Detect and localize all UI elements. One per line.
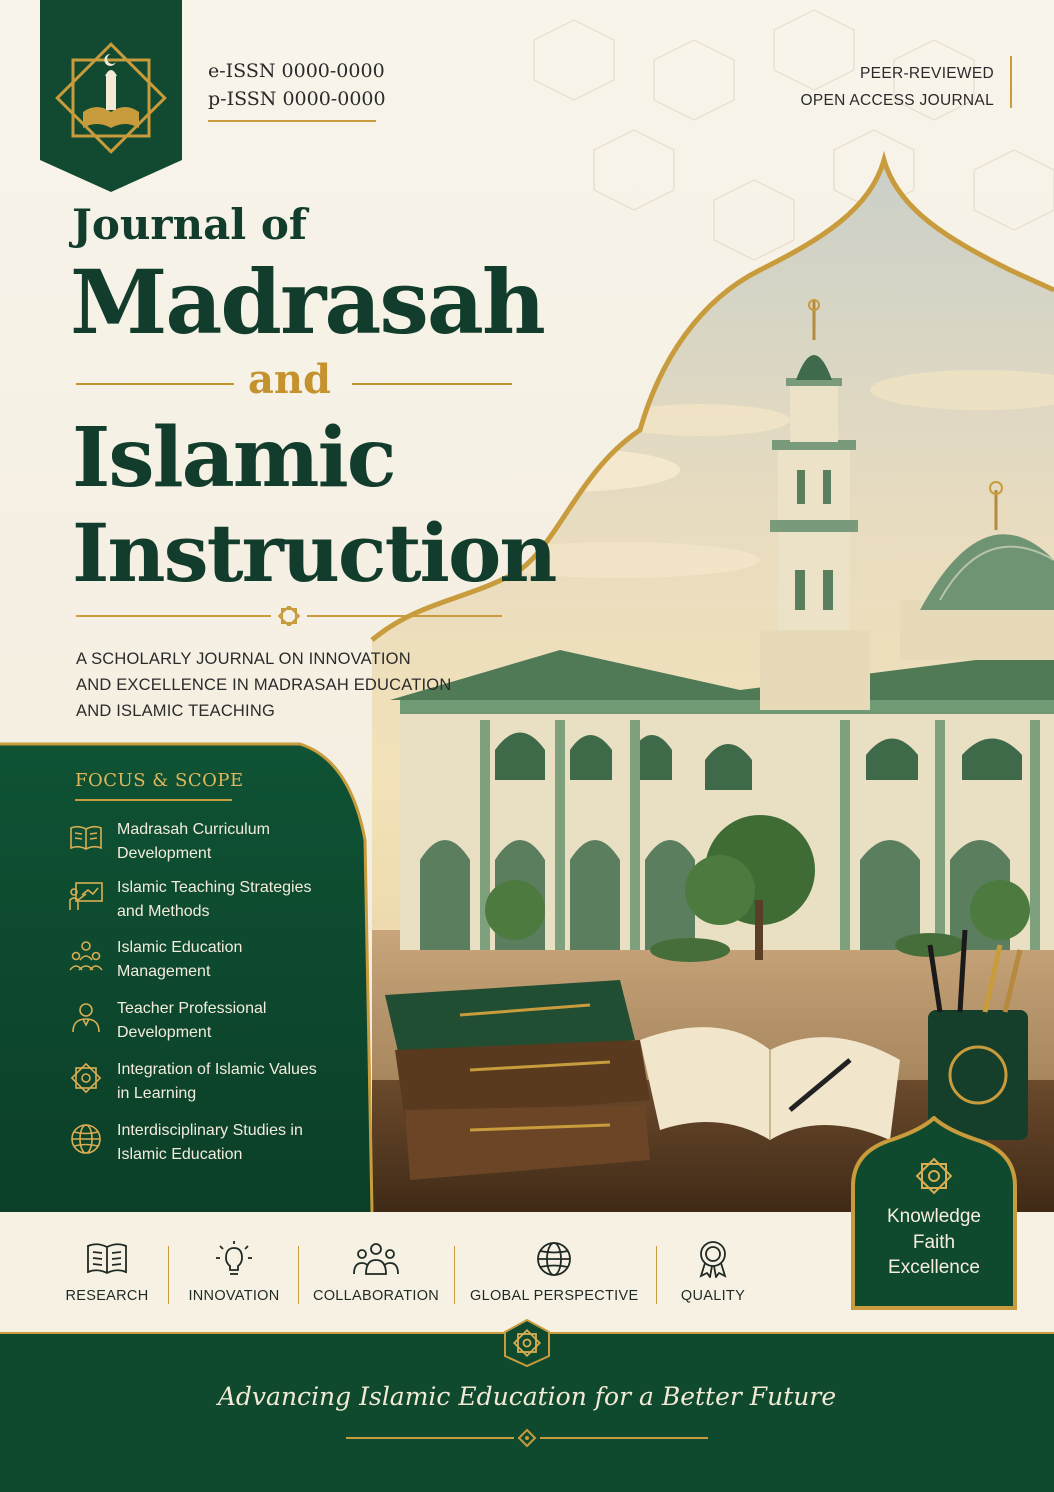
focus-item — [68, 1058, 368, 1110]
title-madrasah: Madrasah — [70, 250, 544, 354]
open-access-label: OPEN ACCESS JOURNAL — [800, 92, 994, 109]
e-issn: e-ISSN 0000-0000 — [208, 60, 385, 82]
focus-scope-divider — [75, 799, 232, 801]
book-icon — [85, 1240, 129, 1278]
focus-item — [68, 876, 368, 928]
ornament-divider — [76, 606, 502, 626]
globe-icon — [532, 1240, 576, 1278]
subtitle-line-3: AND ISLAMIC TEACHING — [76, 702, 275, 720]
pillar-collaboration — [312, 1240, 440, 1316]
footer-ornament-divider — [346, 1428, 708, 1448]
motto-faith: Faith — [912, 1231, 956, 1253]
pillar-label: INNOVATION — [188, 1288, 280, 1304]
pillar-research — [60, 1240, 154, 1316]
pillar-separator — [656, 1246, 657, 1304]
motto-excellence: Excellence — [888, 1257, 980, 1278]
footer-ornament-icon — [497, 1318, 557, 1368]
title-journal-of: Journal of — [72, 200, 307, 249]
title-islamic: Islamic — [72, 410, 395, 506]
focus-item — [68, 818, 368, 870]
peer-reviewed-label: PEER-REVIEWED — [860, 65, 994, 82]
lightbulb-icon — [212, 1240, 256, 1278]
person-icon — [68, 1001, 104, 1033]
focus-item-text: Madrasah Curriculum Development — [117, 821, 270, 862]
pillar-global-perspective — [470, 1240, 638, 1316]
pillar-separator — [454, 1246, 455, 1304]
people-icon — [352, 1240, 400, 1278]
motto-text — [851, 1204, 1017, 1281]
award-ribbon-icon — [691, 1240, 735, 1278]
pillar-label: QUALITY — [680, 1288, 746, 1304]
subtitle-line-2: AND EXCELLENCE IN MADRASAH EDUCATION — [76, 676, 452, 694]
group-people-icon — [68, 940, 104, 972]
pillar-separator — [168, 1246, 169, 1304]
focus-scope-heading: FOCUS & SCOPE — [75, 770, 244, 791]
focus-item — [68, 1119, 368, 1171]
journal-logo — [40, 0, 182, 192]
pillar-innovation — [184, 1240, 284, 1316]
focus-item-text: Islamic Education Management — [117, 939, 243, 980]
focus-item-text: Teacher Professional Development — [117, 1000, 267, 1041]
pillar-quality — [670, 1240, 756, 1316]
subtitle-line-1: A SCHOLARLY JOURNAL ON INNOVATION — [76, 650, 411, 668]
pillar-label: RESEARCH — [65, 1288, 149, 1304]
issn-divider — [208, 120, 376, 122]
focus-item — [68, 997, 368, 1049]
and-rule-left — [76, 383, 234, 385]
peer-review-badge — [801, 60, 994, 114]
pillar-label: COLLABORATION — [312, 1288, 440, 1304]
teacher-board-icon — [68, 880, 104, 912]
focus-item-text: Interdisciplinary Studies in Islamic Education — [117, 1122, 303, 1163]
journal-subtitle — [76, 646, 476, 724]
badge-divider — [1010, 56, 1012, 108]
globe-icon — [68, 1123, 104, 1155]
focus-item — [68, 936, 368, 988]
title-instruction: Instruction — [72, 506, 556, 600]
title-and: and — [248, 356, 331, 403]
issn-block — [208, 57, 386, 113]
focus-item-text: Islamic Teaching Strategies and Methods — [117, 879, 312, 920]
focus-item-text: Integration of Islamic Values in Learning — [117, 1061, 317, 1102]
star-ornament-icon — [68, 1062, 104, 1094]
footer-tagline: Advancing Islamic Education for a Better Future — [217, 1382, 837, 1411]
motto-knowledge: Knowledge — [886, 1206, 982, 1227]
and-rule-right — [352, 383, 512, 385]
p-issn: p-ISSN 0000-0000 — [208, 88, 386, 110]
pillar-label: GLOBAL PERSPECTIVE — [470, 1288, 639, 1304]
pillar-separator — [298, 1246, 299, 1304]
open-book-icon — [68, 822, 104, 854]
